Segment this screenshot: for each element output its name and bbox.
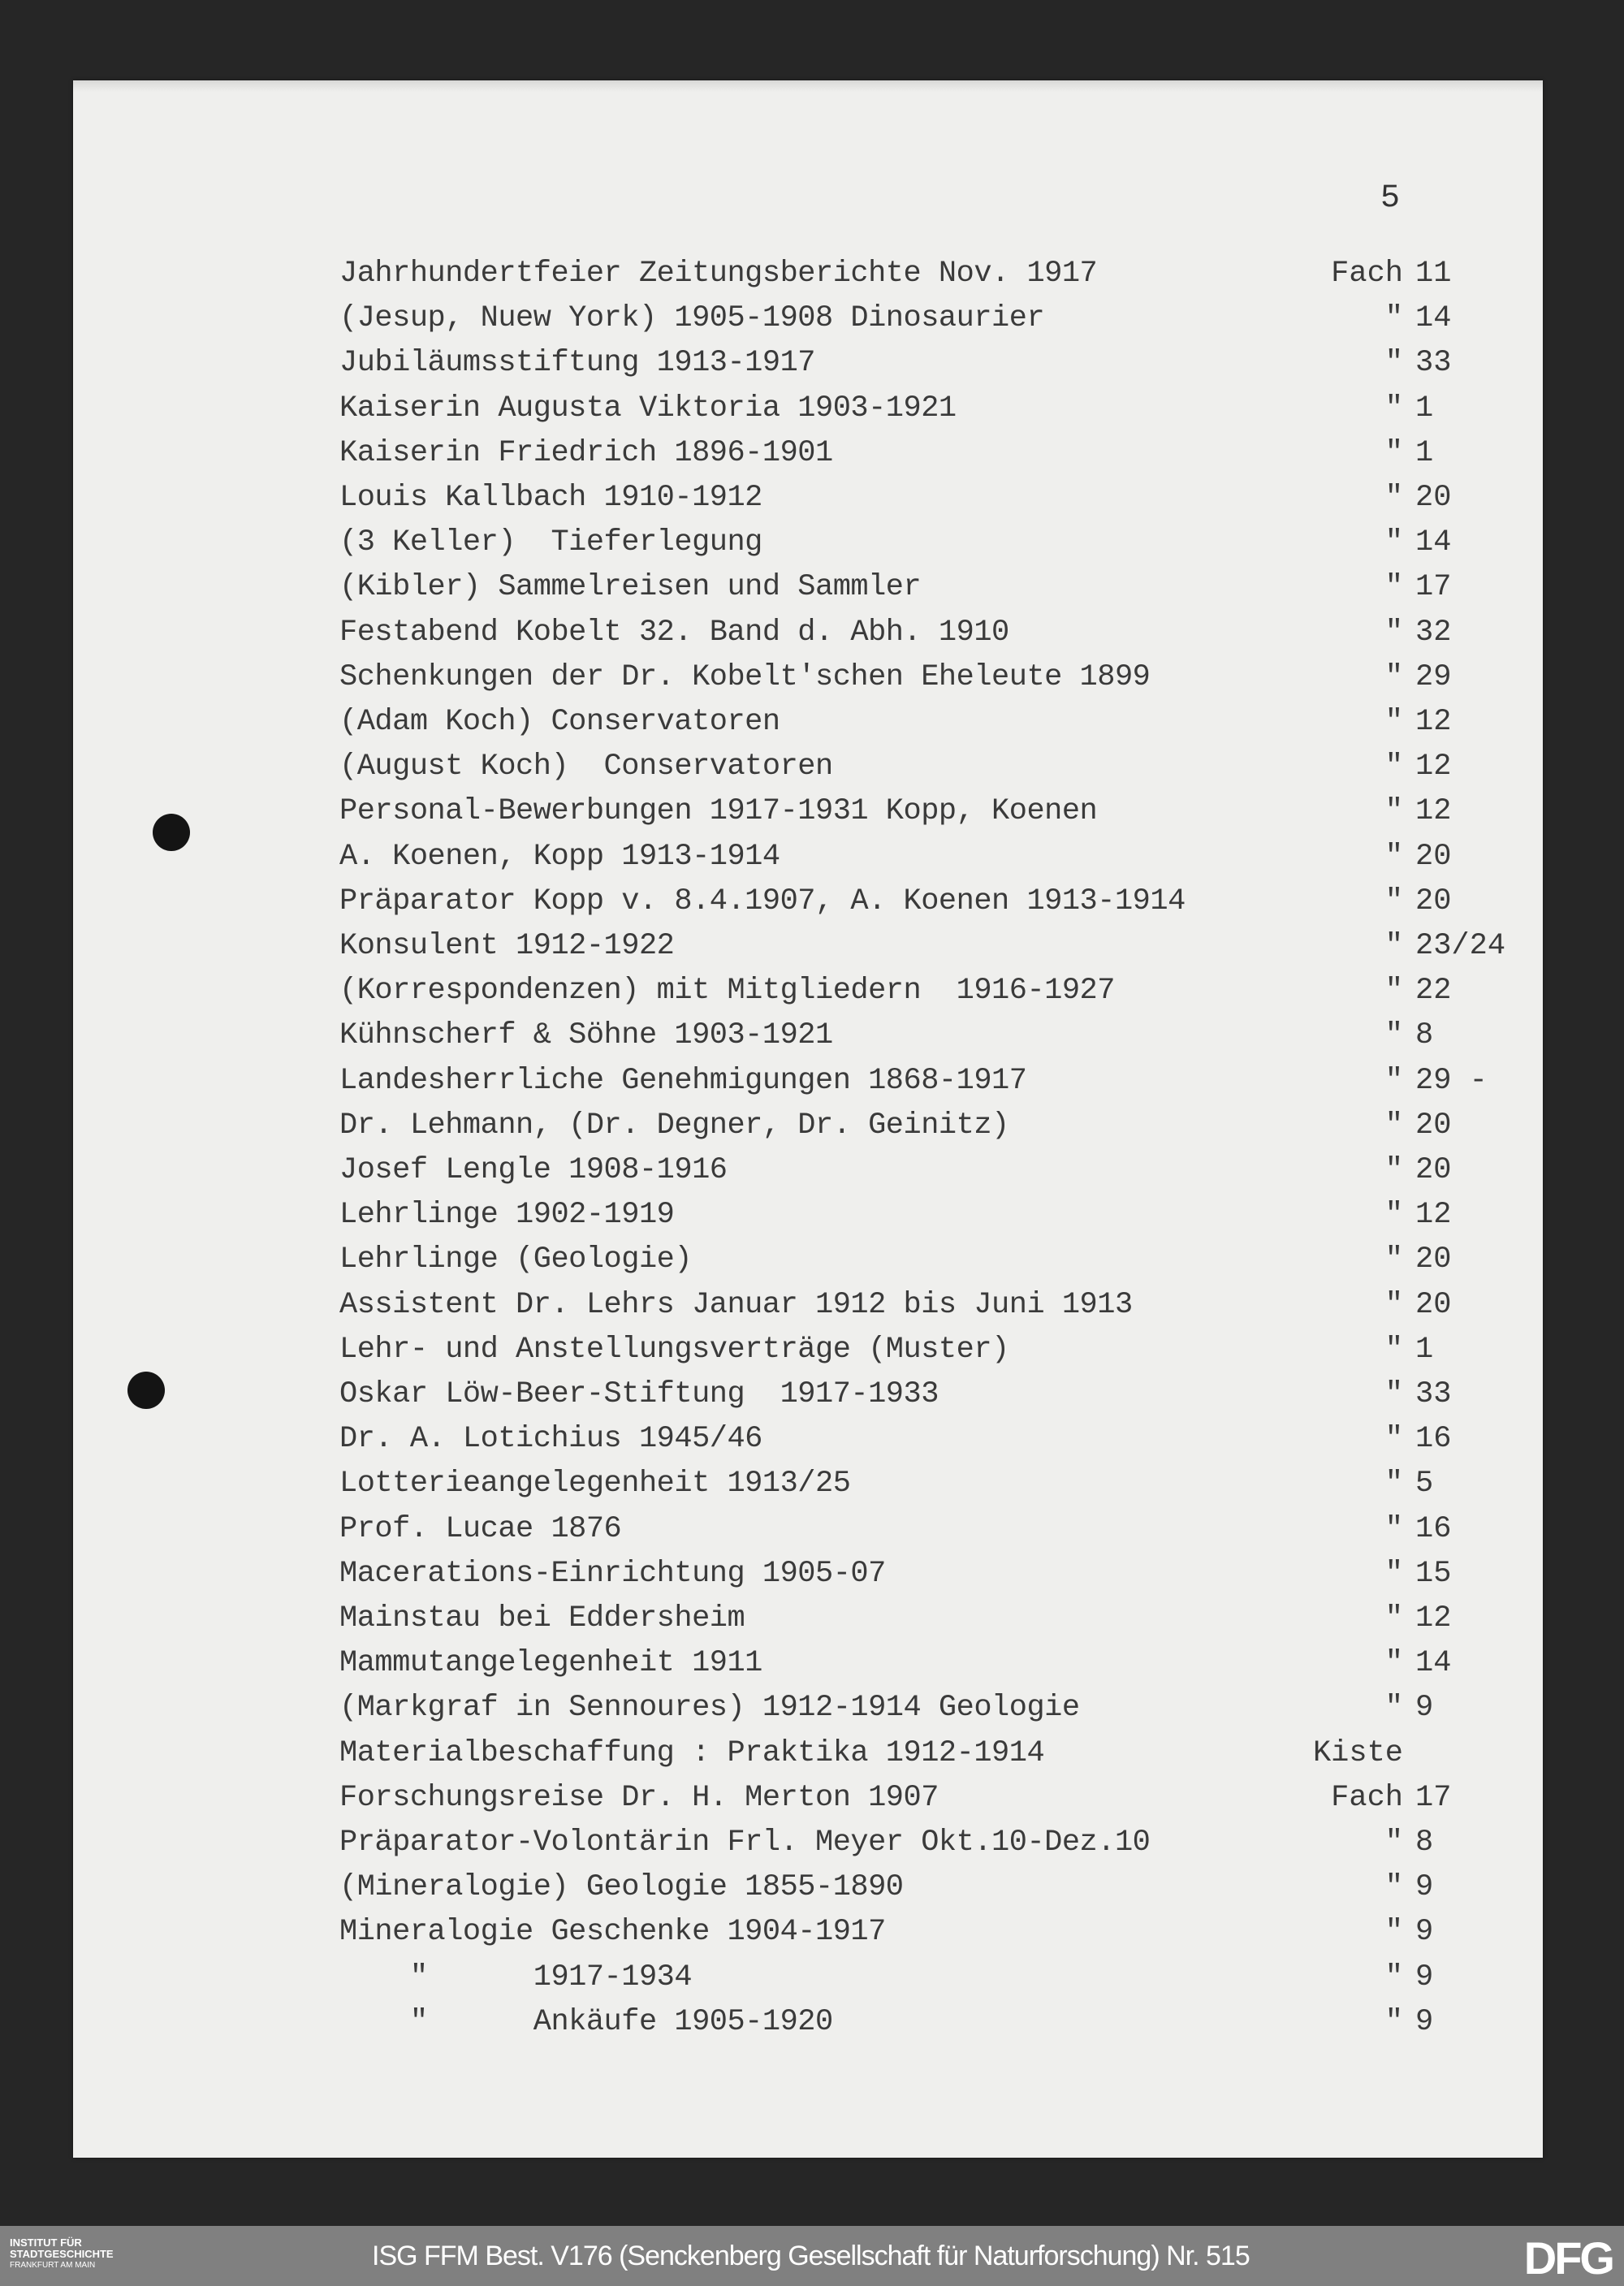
entry-text: Assistent Dr. Lehrs Januar 1912 bis Juni 1913 (339, 1287, 1133, 1322)
dfg-logo: DFG (1523, 2232, 1613, 2284)
institution-name-line: STADTGESCHICHTE (10, 2248, 114, 2260)
entry-location-prefix: " (1384, 1915, 1403, 1950)
entry-location-number: 29 (1415, 659, 1452, 694)
entry-location-number: 17 (1415, 1780, 1452, 1815)
entry-text: Lehrlinge (Geologie) (339, 1242, 693, 1277)
page-number: 5 (1380, 180, 1401, 217)
entry-row (0, 789, 1624, 834)
entry-row (0, 296, 1624, 341)
entry-row (0, 700, 1624, 745)
entry-location-prefix: " (1384, 1422, 1403, 1457)
entry-location-prefix: " (1384, 1826, 1403, 1860)
entry-text: Konsulent 1912-1922 (339, 929, 675, 963)
entry-text: A. Koenen, Kopp 1913-1914 (339, 839, 780, 874)
entry-location-prefix: " (1384, 750, 1403, 784)
entry-location-number: 5 (1415, 1467, 1434, 1502)
entry-location-number: 8 (1415, 1018, 1434, 1053)
entry-location-number: 23/24 (1415, 929, 1506, 963)
entry-row (0, 1059, 1624, 1104)
entry-location-number: 32 (1415, 615, 1452, 650)
entry-location-number: 12 (1415, 750, 1452, 784)
entry-location-number: 20 (1415, 1242, 1452, 1277)
entry-text: Landesherrliche Genehmigungen 1868-1917 (339, 1063, 1027, 1098)
entry-location-prefix: " (1384, 1511, 1403, 1546)
entry-location-number: 17 (1415, 570, 1452, 605)
entry-row (0, 1910, 1624, 1955)
entry-location-prefix: " (1384, 1198, 1403, 1233)
entry-location-number: 14 (1415, 525, 1452, 560)
entry-row (0, 924, 1624, 969)
entry-location-prefix: " (1384, 1960, 1403, 1994)
entry-row (0, 1104, 1624, 1148)
entry-text: " Ankäufe 1905-1920 (339, 2004, 833, 2039)
entry-location-number: 33 (1415, 346, 1452, 381)
entry-text: Schenkungen der Dr. Kobelt'schen Eheleute 1899 (339, 659, 1151, 694)
entry-location-prefix: " (1384, 1332, 1403, 1367)
entry-text: Jahrhundertfeier Zeitungsberichte Nov. 1917 (339, 257, 1098, 291)
entry-location-prefix: " (1384, 929, 1403, 963)
entry-row (0, 431, 1624, 476)
entry-location-number: 9 (1415, 1691, 1434, 1726)
entry-row (0, 745, 1624, 789)
entry-row (0, 1731, 1624, 1776)
entry-location-prefix: " (1384, 391, 1403, 426)
entry-location-prefix: " (1384, 435, 1403, 470)
entry-row (0, 1597, 1624, 1641)
entry-location-prefix: " (1384, 1646, 1403, 1681)
entry-text: Louis Kallbach 1910-1912 (339, 481, 762, 515)
entry-text: Mainstau bei Eddersheim (339, 1601, 745, 1636)
entry-row (0, 252, 1624, 296)
entry-location-number: 20 (1415, 1108, 1452, 1143)
entry-location-prefix: " (1384, 1018, 1403, 1053)
entry-row (0, 1328, 1624, 1372)
entry-location-prefix: " (1384, 1870, 1403, 1905)
entry-location-prefix: " (1384, 346, 1403, 381)
entry-row (0, 1283, 1624, 1328)
entry-text: Lehr- und Anstellungsverträge (Muster) (339, 1332, 1009, 1367)
entry-text: Lotterieangelegenheit 1913/25 (339, 1467, 851, 1502)
entry-text: Kaiserin Augusta Viktoria 1903-1921 (339, 391, 957, 426)
entry-location-prefix: " (1384, 839, 1403, 874)
entry-text: (August Koch) Conservatoren (339, 750, 833, 784)
entry-location-number: 1 (1415, 391, 1434, 426)
entry-row (0, 2000, 1624, 2045)
entry-text: Kaiserin Friedrich 1896-1901 (339, 435, 833, 470)
entry-location-number: 1 (1415, 435, 1434, 470)
entry-location-prefix: " (1384, 1242, 1403, 1277)
institution-logo (10, 2237, 114, 2271)
entry-row (0, 1686, 1624, 1731)
entry-row (0, 1417, 1624, 1462)
entry-row (0, 1507, 1624, 1552)
entry-location-number: 11 (1415, 257, 1452, 291)
entry-row (0, 1462, 1624, 1506)
entry-location-prefix: " (1384, 1153, 1403, 1187)
entry-row (0, 1821, 1624, 1865)
entry-row (0, 1955, 1624, 2000)
entry-location-prefix: " (1384, 1287, 1403, 1322)
entry-location-number: 9 (1415, 1915, 1434, 1950)
entry-text: Präparator Kopp v. 8.4.1907, A. Koenen 1913-1914 (339, 884, 1186, 918)
entry-text: " 1917-1934 (339, 1960, 693, 1994)
entry-text: (Adam Koch) Conservatoren (339, 705, 780, 739)
entry-text: (3 Keller) Tieferlegung (339, 525, 762, 560)
entry-location-number: 29 - (1415, 1063, 1488, 1098)
entry-location-prefix: " (1384, 1691, 1403, 1726)
entry-location-prefix: " (1384, 659, 1403, 694)
entry-location-number: 9 (1415, 1870, 1434, 1905)
entry-location-prefix: " (1384, 525, 1403, 560)
entry-text: Kühnscherf & Söhne 1903-1921 (339, 1018, 833, 1053)
entry-location-number: 22 (1415, 974, 1452, 1009)
entry-location-prefix: " (1384, 1467, 1403, 1502)
entry-location-prefix: Fach (1331, 257, 1403, 291)
entry-row (0, 835, 1624, 879)
entry-text: (Markgraf in Sennoures) 1912-1914 Geologie (339, 1691, 1080, 1726)
entry-location-prefix: " (1384, 705, 1403, 739)
entry-location-number: 16 (1415, 1511, 1452, 1546)
entry-text: Präparator-Volontärin Frl. Meyer Okt.10-Dez.10 (339, 1826, 1151, 1860)
entry-text: Prof. Lucae 1876 (339, 1511, 622, 1546)
entry-location-number: 33 (1415, 1377, 1452, 1411)
entry-text: Lehrlinge 1902-1919 (339, 1198, 675, 1233)
entry-location-number: 20 (1415, 481, 1452, 515)
entry-row (0, 521, 1624, 565)
entry-location-prefix: " (1384, 481, 1403, 515)
entry-row (0, 1552, 1624, 1597)
entry-text: (Kibler) Sammelreisen und Sammler (339, 570, 922, 605)
entry-location-number: 9 (1415, 2004, 1434, 2039)
entry-location-number: 12 (1415, 705, 1452, 739)
entry-text: (Korrespondenzen) mit Mitgliedern 1916-1927 (339, 974, 1115, 1009)
entry-text: Jubiläumsstiftung 1913-1917 (339, 346, 815, 381)
entry-location-prefix: " (1384, 884, 1403, 918)
entry-row (0, 969, 1624, 1013)
entry-text: Mammutangelegenheit 1911 (339, 1646, 762, 1681)
entry-location-number: 12 (1415, 1198, 1452, 1233)
entry-text: Josef Lengle 1908-1916 (339, 1153, 728, 1187)
entry-location-number: 20 (1415, 839, 1452, 874)
entry-location-prefix: " (1384, 1601, 1403, 1636)
entry-location-number: 9 (1415, 1960, 1434, 1994)
entry-row (0, 1148, 1624, 1193)
entry-text: Dr. A. Lotichius 1945/46 (339, 1422, 762, 1457)
entry-location-prefix: " (1384, 615, 1403, 650)
entry-location-prefix: " (1384, 1063, 1403, 1098)
entry-location-prefix: " (1384, 1556, 1403, 1591)
entry-location-number: 8 (1415, 1826, 1434, 1860)
entry-location-number: 20 (1415, 1287, 1452, 1322)
entry-text: Materialbeschaffung : Praktika 1912-1914 (339, 1735, 1045, 1770)
entry-row (0, 879, 1624, 924)
entry-text: Forschungsreise Dr. H. Merton 1907 (339, 1780, 939, 1815)
entry-location-prefix: " (1384, 974, 1403, 1009)
entry-text: Dr. Lehmann, (Dr. Degner, Dr. Geinitz) (339, 1108, 1009, 1143)
entry-location-prefix: " (1384, 301, 1403, 336)
entry-location-prefix: " (1384, 794, 1403, 829)
entry-text: (Jesup, Nuew York) 1905-1908 Dinosaurier (339, 301, 1045, 336)
entry-row (0, 1238, 1624, 1282)
entry-location-number: 12 (1415, 794, 1452, 829)
entry-row (0, 1641, 1624, 1686)
entry-row (0, 387, 1624, 431)
entry-row (0, 611, 1624, 655)
document-reference: ISG FFM Best. V176 (Senckenberg Gesellschaft für Naturforschung) Nr. 515 (372, 2241, 1250, 2271)
entry-location-number: 14 (1415, 301, 1452, 336)
entry-location-number: 20 (1415, 884, 1452, 918)
entry-location-prefix: " (1384, 1108, 1403, 1143)
footer-bar (0, 2226, 1624, 2286)
entry-row (0, 1193, 1624, 1238)
entry-row (0, 1013, 1624, 1058)
entry-row (0, 565, 1624, 610)
entry-location-prefix: " (1384, 1377, 1403, 1411)
entry-text: Macerations-Einrichtung 1905-07 (339, 1556, 886, 1591)
entry-location-number: 14 (1415, 1646, 1452, 1681)
entry-location-prefix: " (1384, 570, 1403, 605)
institution-name-line: INSTITUT FÜR (10, 2236, 82, 2249)
entry-location-number: 20 (1415, 1153, 1452, 1187)
entry-text: Personal-Bewerbungen 1917-1931 Kopp, Koenen (339, 794, 1098, 829)
entry-location-number: 15 (1415, 1556, 1452, 1591)
entry-text: (Mineralogie) Geologie 1855-1890 (339, 1870, 904, 1905)
institution-city: FRANKFURT AM MAIN (10, 2261, 96, 2270)
entry-text: Mineralogie Geschenke 1904-1917 (339, 1915, 886, 1950)
entry-location-prefix: Fach (1331, 1780, 1403, 1815)
entry-row (0, 655, 1624, 700)
entry-row (0, 341, 1624, 386)
entry-row (0, 1865, 1624, 1910)
entry-location-number: 1 (1415, 1332, 1434, 1367)
entry-text: Oskar Löw-Beer-Stiftung 1917-1933 (339, 1377, 939, 1411)
entry-location-prefix: Kiste (1312, 1735, 1403, 1770)
entry-row (0, 476, 1624, 521)
entry-location-number: 16 (1415, 1422, 1452, 1457)
entry-row (0, 1776, 1624, 1821)
entry-text: Festabend Kobelt 32. Band d. Abh. 1910 (339, 615, 1009, 650)
entry-location-prefix: " (1384, 2004, 1403, 2039)
entry-row (0, 1372, 1624, 1417)
entry-location-number: 12 (1415, 1601, 1452, 1636)
